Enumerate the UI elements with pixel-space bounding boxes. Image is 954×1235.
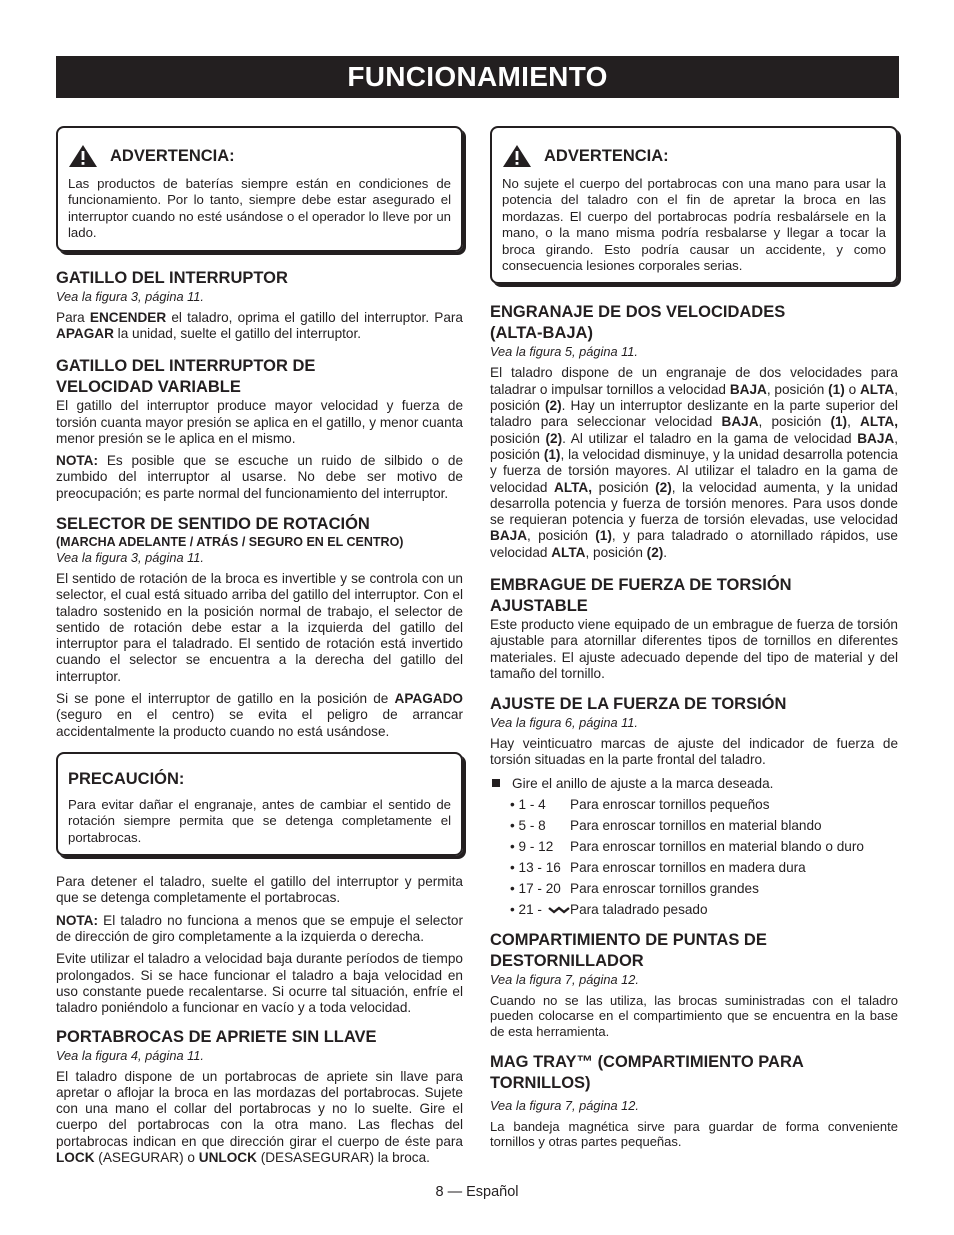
paragraph: La bandeja magnética sirve para guardar de forma conveniente tornillos y otras partes pequeñas. (490, 1118, 898, 1150)
paragraph: Evite utilizar el taladro a velocidad baja durante períodos de tiempo prolongados. Si se hace funcionar el taladro a baja velocidad en uso constante puede recalentarse. Si ocurre tal situación, enfríe el taladro poniéndolo a funcionar en vacío y a toda velocidad. (56, 951, 463, 1016)
figure-reference: Vea la figura 6, página 11. (490, 715, 638, 731)
list-item: • 5 - 8 Para enroscar tornillos en material blando (510, 817, 822, 833)
section-heading: ENGRANAJE DE DOS VELOCIDADES (ALTA-BAJA) (490, 303, 786, 343)
figure-reference: Vea la figura 3, página 11. (56, 550, 204, 565)
note: NOTA: Es posible que se escuche un ruido de silbido o de zumbido del interruptor al usarse. No debe ser motivo de preocupación; es parte normal del funcionamiento del interruptor. (56, 453, 463, 501)
warning-text: Las productos de baterías siempre están en condiciones de funcionamiento. Por lo tanto, siempre debe estar asegurado el interruptor cuando no esté usándose o el operador lo lleve por un lado. (68, 176, 451, 241)
figure-reference: Vea la figura 5, página 11. (490, 344, 638, 360)
caution-title: PRECAUCIÓN: (68, 769, 185, 788)
paragraph: Este producto viene equipado de un embrague de fuerza de torsión ajustable para atornillar diferentes tipos de tornillos en diferentes materiales. El ajuste adecuado depende del tipo de material y del tamaño del tornillo. (490, 617, 898, 681)
section-heading: GATILLO DEL INTERRUPTOR (56, 268, 288, 287)
section-heading: COMPARTIMIENTO DE PUNTAS DE DESTORNILLADOR (490, 930, 767, 970)
warning-title-row (68, 144, 451, 168)
warning-triangle-icon (502, 144, 532, 168)
list-item: • 21 - Para taladrado pesado (510, 901, 708, 917)
warning-triangle-icon (68, 144, 98, 168)
left-column (56, 126, 463, 1172)
caution-box (56, 752, 463, 856)
section-subheading: (MARCHA ADELANTE / ATRÁS / SEGURO EN EL CENTRO) (56, 535, 404, 549)
paragraph: El taladro dispone de un engranaje de dos velocidades para taladrar o impulsar tornillos a velocidad BAJA, posición (1) o ALTA, posición (2). Hay un interruptor deslizante en la parte superior del taladro para seleccionar velocidad BAJA, posición (1), ALTA, posición (2). Al utilizar el taladro en la gama de velocidad BAJA, posición (1), la velocidad disminuye, y la unidad desarrolla potencia y fuerza de torsión mayores. Al utilizar el taladro en la gama de velocidad ALTA, posición (2), la velocidad aumenta, y la unidad desarrolla potencia y fuerza de torsión menores. Para usos donde se requieran potencia y fuerza de torsión elevadas, use velocidad BAJA, posición (1), y para taladrado o atornillado rápidos, use velocidad ALTA, posición (2). (490, 365, 898, 560)
paragraph: Para ENCENDER el taladro, oprima el gatillo del interruptor. Para APAGAR la unidad, suelte el gatillo del interruptor. (56, 309, 463, 341)
figure-reference: Vea la figura 7, página 12. (490, 971, 639, 987)
section-heading: SELECTOR DE SENTIDO DE ROTACIÓN (56, 515, 370, 533)
list-item: • 9 - 12 Para enroscar tornillos en material blando o duro (510, 838, 864, 854)
paragraph: El gatillo del interruptor produce mayor velocidad y fuerza de torsión cuanta mayor presión se aplica en el gatillo, y menor cuanta menor presión se le aplica en el mismo. (56, 398, 463, 446)
warning-text: No sujete el cuerpo del portabrocas con una mano para usar la potencia del taladro con el fin de apretar la broca en las mordazas. El cuerpo del portabrocas podría resbalársele en la mano, o la mano misma podría resbalarse y llegar a tocar la broca girando. Esto podría causar un accidente, y como consecuencia lesiones corporales serias. (502, 176, 886, 274)
section-heading: MAG TRAY™ (COMPARTIMIENTO PARA TORNILLOS) (490, 1052, 804, 1092)
section-heading: EMBRAGUE DE FUERZA DE TORSIÓN AJUSTABLE (490, 576, 792, 615)
section-heading: PORTABROCAS DE APRIETE SIN LLAVE (56, 1027, 377, 1046)
figure-reference: Vea la figura 4, página 11. (56, 1047, 204, 1063)
paragraph: Hay veinticuatro marcas de ajuste del indicador de fuerza de torsión situadas en la parte frontal del taladro. (490, 736, 898, 768)
warning-title: ADVERTENCIA: (110, 146, 235, 165)
drill-symbol-icon (548, 905, 570, 915)
warning-title: ADVERTENCIA: (544, 146, 669, 165)
square-bullet-icon (492, 779, 500, 787)
right-column (490, 126, 898, 1156)
paragraph: El sentido de rotación de la broca es invertible y se controla con un selector, el cual está situado arriba del gatillo del interruptor. Con el taladro sostenido en la posición normal de trabajo, el selector de sentido de rotación debe estar a la izquierda del gatillo del interruptor para el taladrado. El sentido de rotación está invertido cuando el selector se encuentra a la derecha del gatillo del interruptor. (56, 571, 463, 684)
section-heading: GATILLO DEL INTERRUPTOR DE VELOCIDAD VARIABLE (56, 357, 316, 397)
paragraph: Cuando no se las utiliza, las brocas suministradas con el taladro pueden colocarse en el compartimiento que se encuentra en la base de esta herramienta. (490, 992, 898, 1039)
paragraph: El taladro dispone de un portabrocas de apriete sin llave para apretar o aflojar la broca en las mordazas del portabrocas. Sujete con una mano el collar del portabrocas y no lo suelte. Gire el cuerpo del portabrocas con la otra mano. Las flechas del portabrocas indican en que dirección girar el cuerpo de éste para LOCK (ASEGURAR) o UNLOCK (DESASEGURAR) la broca. (56, 1068, 463, 1166)
figure-reference: Vea la figura 3, página 11. (56, 288, 204, 304)
warning-box (56, 126, 463, 252)
bullet-item: Gire el anillo de ajuste a la marca deseada. (490, 775, 898, 792)
page-title: FUNCIONAMIENTO (56, 56, 899, 98)
figure-reference: Vea la figura 7, página 12. (490, 1097, 639, 1113)
warning-title-row (502, 144, 886, 168)
torque-settings-list (490, 796, 898, 918)
list-item: • 1 - 4 Para enroscar tornillos pequeños (510, 796, 770, 812)
page-footer: 8 — Español (435, 1184, 519, 1200)
note: NOTA: El taladro no funciona a menos que se empuje el selector de dirección de giro completamente a la izquierda o derecha. (56, 912, 463, 945)
section-heading: AJUSTE DE LA FUERZA DE TORSIÓN (490, 695, 787, 714)
list-item: • 17 - 20 Para enroscar tornillos grandes (510, 880, 759, 896)
warning-box (490, 126, 898, 284)
paragraph: Si se pone el interruptor de gatillo en la posición de APAGADO (seguro en el centro) se evita el peligro de arrancar accidentalmente la producto cuando no está usándose. (56, 691, 463, 739)
list-item: • 13 - 16 Para enroscar tornillos en madera dura (510, 859, 806, 875)
paragraph: Para detener el taladro, suelte el gatillo del interruptor y permita que se detenga completamente el portabrocas. (56, 874, 463, 906)
caution-text: Para evitar dañar el engranaje, antes de cambiar el sentido de rotación siempre permita que se detenga completamente el portabrocas. (68, 796, 451, 845)
